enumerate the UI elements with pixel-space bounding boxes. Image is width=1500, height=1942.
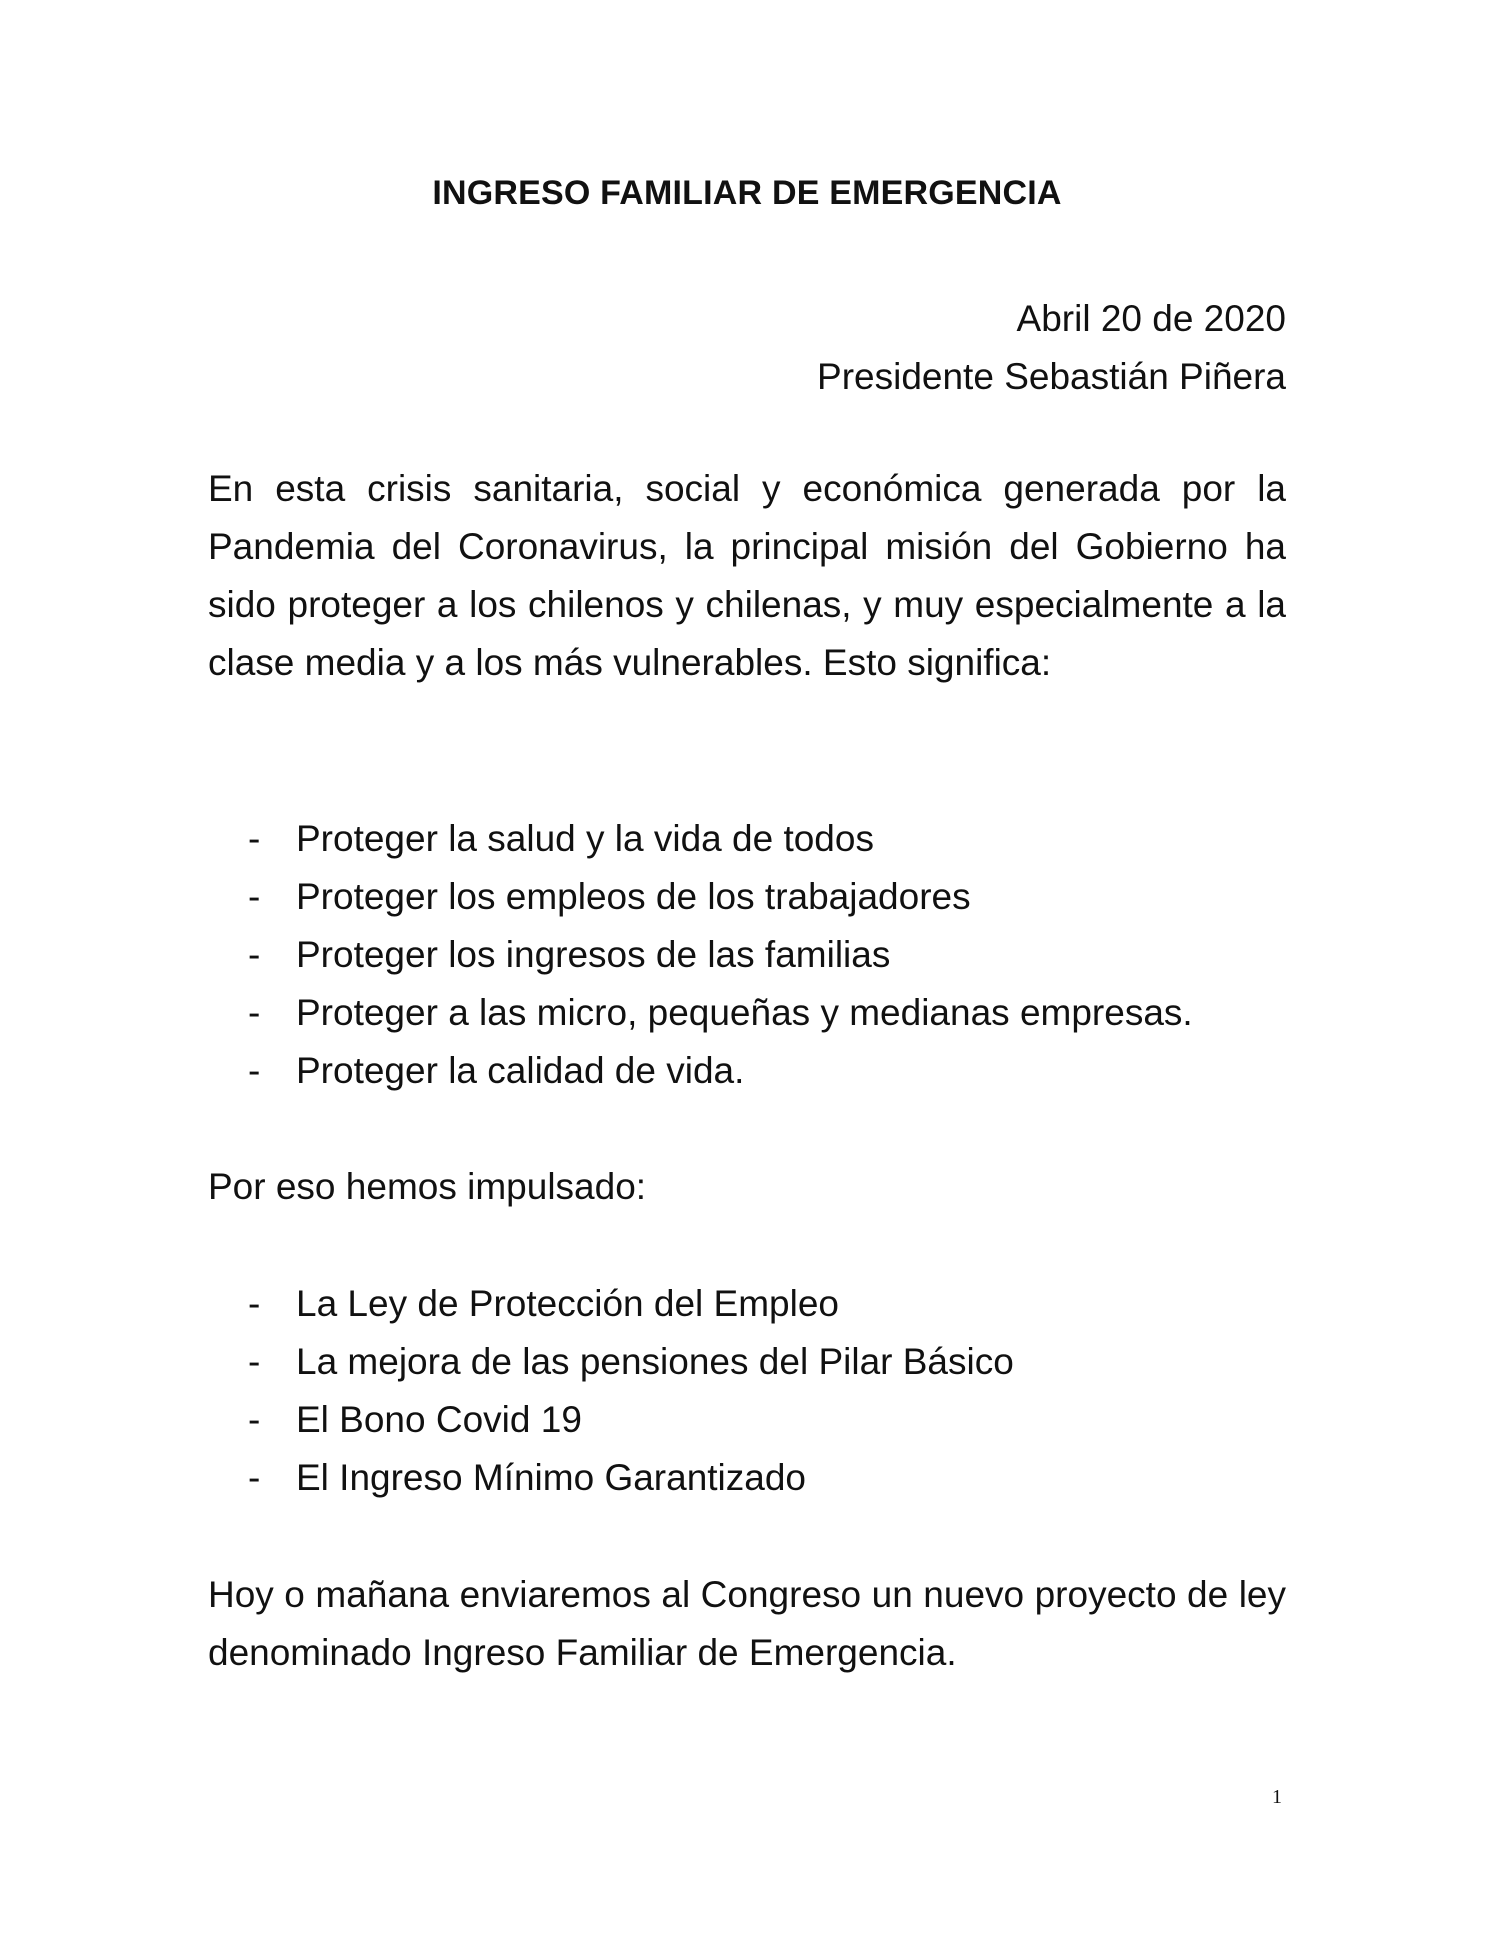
list-item: [248, 1275, 1286, 1333]
list-dash: -: [248, 992, 261, 1033]
page-number: 1: [1272, 1786, 1282, 1808]
list-item-text: La Ley de Protección del Empleo: [296, 1283, 840, 1324]
document-date: Abril 20 de 2020: [1016, 298, 1286, 339]
list-dash: -: [248, 1341, 261, 1382]
measures-list: [248, 1275, 1286, 1507]
list-item: [248, 1333, 1286, 1391]
list-item: [248, 926, 1286, 984]
list-item-text: Proteger los empleos de los trabajadores: [296, 876, 971, 917]
list-item: [248, 1042, 1286, 1100]
list-dash: -: [248, 1457, 261, 1498]
protect-list: [248, 810, 1286, 1100]
list-item-text: El Ingreso Mínimo Garantizado: [296, 1457, 807, 1498]
closing-paragraph: Hoy o mañana enviaremos al Congreso un nuevo proyecto de ley denominado Ingreso Familiar de Emergencia.: [208, 1574, 1286, 1673]
list-dash: -: [248, 1050, 261, 1091]
list-item-text: Proteger la salud y la vida de todos: [296, 818, 874, 859]
document-author: Presidente Sebastián Piñera: [817, 356, 1286, 397]
list-dash: -: [248, 1399, 261, 1440]
list-item-text: La mejora de las pensiones del Pilar Básico: [296, 1341, 1014, 1382]
document-meta: [817, 290, 1286, 406]
list-dash: -: [248, 934, 261, 975]
list-item-text: Proteger los ingresos de las familias: [296, 934, 891, 975]
list-item-text: El Bono Covid 19: [296, 1399, 582, 1440]
list-item: [248, 984, 1286, 1042]
measures-intro: Por eso hemos impulsado:: [208, 1166, 647, 1207]
list-dash: -: [248, 876, 261, 917]
document-title: INGRESO FAMILIAR DE EMERGENCIA: [432, 174, 1062, 212]
intro-paragraph: En esta crisis sanitaria, social y económica generada por la Pandemia del Coronavirus, la principal misión del Gobierno ha sido proteger a los chilenos y chilenas, y muy especialmente a la clase media y a los más vulnerables. Esto significa:: [208, 468, 1286, 683]
list-item: [248, 868, 1286, 926]
list-dash: -: [248, 1283, 261, 1324]
list-item: [248, 810, 1286, 868]
list-dash: -: [248, 818, 261, 859]
list-item: [248, 1391, 1286, 1449]
list-item: [248, 1449, 1286, 1507]
list-item-text: Proteger a las micro, pequeñas y medianas empresas.: [296, 992, 1193, 1033]
list-item-text: Proteger la calidad de vida.: [296, 1050, 745, 1091]
